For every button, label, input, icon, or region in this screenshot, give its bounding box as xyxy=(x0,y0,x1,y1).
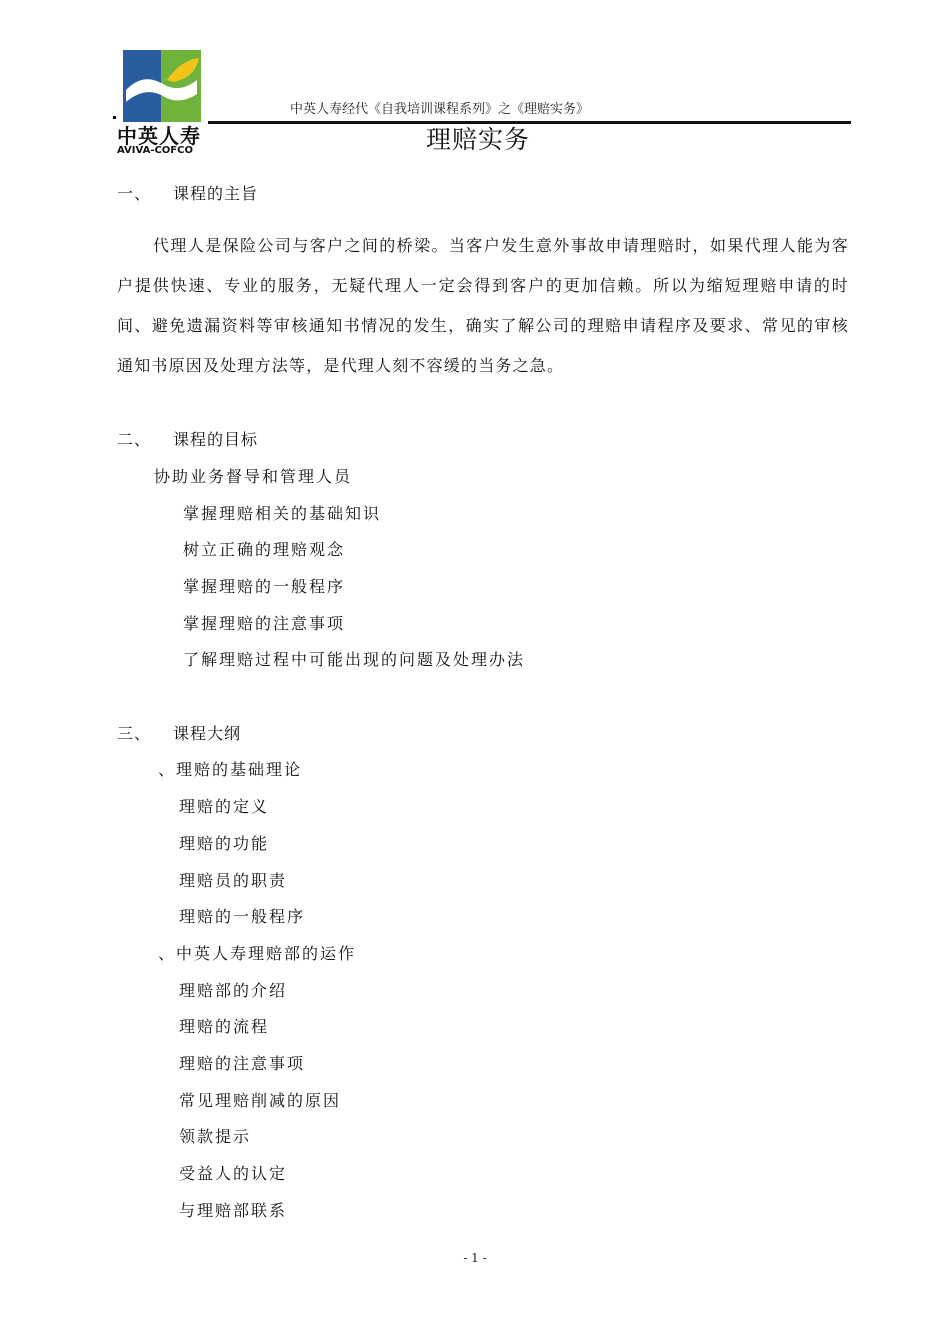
list-item: 理赔员的职责 xyxy=(179,871,288,890)
section-heading xyxy=(117,721,241,744)
list-item: 与理赔部联系 xyxy=(179,1201,288,1220)
section-title: 课程大纲 xyxy=(173,724,242,743)
section-title: 课程的目标 xyxy=(173,430,259,449)
logo-english-text: AVIVA-COFCO xyxy=(117,145,193,156)
section-number: 二、 xyxy=(117,430,152,449)
section-title: 课程的主旨 xyxy=(173,184,259,203)
list-item: 树立正确的理赔观念 xyxy=(183,540,346,559)
list-item: 掌握理赔的注意事项 xyxy=(183,614,346,633)
section-paragraph: 代理人是保险公司与客户之间的桥梁。当客户发生意外事故申请理赔时，如果代理人能为客户提供快速、专业的服务，无疑代理人一定会得到客户的更加信赖。所以为缩短理赔申请的时间、避免遗漏资料等审核通知书情况的发生，确实了解公司的理赔申请程序及要求、常见的审核通知书原因及处理方法等，是代理人刻不容缓的当务之急。 xyxy=(117,236,849,375)
list-item: 理赔的功能 xyxy=(179,834,270,853)
section-number: 三、 xyxy=(117,724,152,743)
section-number: 一、 xyxy=(117,184,152,203)
list-item: 理赔的流程 xyxy=(179,1017,270,1036)
list-item: 领款提示 xyxy=(179,1127,252,1146)
outline-group-heading: 、理赔的基础理论 xyxy=(158,760,303,779)
list-item: 掌握理赔的一般程序 xyxy=(183,577,346,596)
section-heading xyxy=(117,181,258,204)
list-item: 理赔部的介绍 xyxy=(179,981,288,1000)
running-header: 中英人寿经代《自我培训课程系列》之《理赔实务》 xyxy=(290,102,590,117)
list-item: 理赔的定义 xyxy=(179,797,270,816)
bullet-dot xyxy=(113,116,116,119)
list-item: 理赔的一般程序 xyxy=(179,907,306,926)
document-title: 理赔实务 xyxy=(426,125,531,154)
outline-group-heading: 、中英人寿理赔部的运作 xyxy=(158,944,357,963)
page-number: - 1 - xyxy=(463,1251,487,1265)
list-item: 常见理赔削减的原因 xyxy=(179,1091,342,1110)
list-item: 理赔的注意事项 xyxy=(179,1054,306,1073)
aviva-cofco-logo-mark-icon xyxy=(123,50,201,122)
list-item: 掌握理赔相关的基础知识 xyxy=(183,504,382,523)
company-logo xyxy=(117,50,207,156)
objective-intro: 协助业务督导和管理人员 xyxy=(154,467,353,486)
logo-chinese-text: 中英人寿 xyxy=(117,124,201,148)
list-item: 了解理赔过程中可能出现的问题及处理办法 xyxy=(183,650,526,669)
list-item: 受益人的认定 xyxy=(179,1164,288,1183)
section-heading xyxy=(117,427,258,450)
